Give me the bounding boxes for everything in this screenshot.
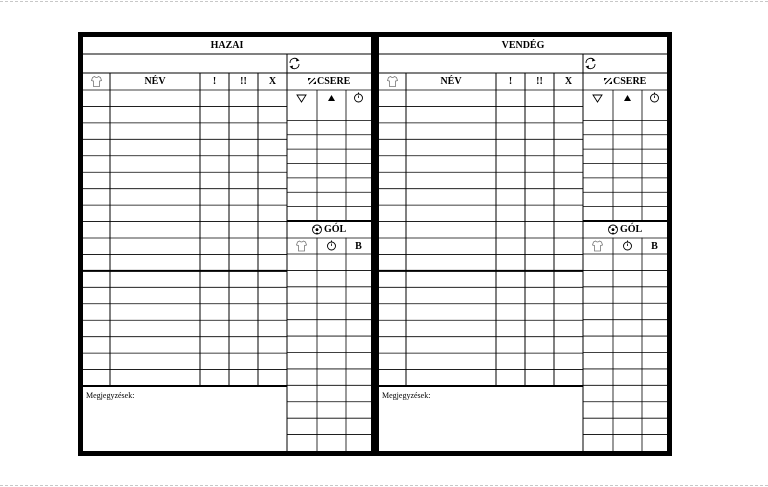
stopwatch-icon bbox=[355, 93, 363, 103]
notes-label: Megjegyzések: bbox=[382, 391, 431, 400]
substitutions-header: CSERE bbox=[613, 76, 647, 87]
away-team-panel bbox=[379, 37, 667, 451]
triangle-up-filled-icon bbox=[624, 95, 631, 101]
swap-arrows-icon bbox=[604, 78, 612, 84]
name-column-header: NÉV bbox=[440, 76, 462, 87]
goals-b-column-header: B bbox=[355, 241, 362, 252]
swap-arrows-icon bbox=[308, 78, 316, 84]
jersey-icon bbox=[388, 77, 398, 87]
jersey-icon bbox=[92, 77, 102, 87]
notes-label: Megjegyzések: bbox=[86, 391, 135, 400]
goals-header: GÓL bbox=[620, 224, 643, 235]
red-card-column-header: X bbox=[564, 76, 573, 87]
triangle-down-outline-icon bbox=[297, 95, 306, 102]
jersey-icon bbox=[297, 241, 307, 251]
away-team-title: VENDÉG bbox=[501, 40, 545, 51]
yellow-card-column-header: ! bbox=[508, 76, 513, 87]
stopwatch-icon bbox=[651, 93, 659, 103]
triangle-down-outline-icon bbox=[593, 95, 602, 102]
refresh-cycle-icon bbox=[290, 58, 300, 69]
substitutions-header: CSERE bbox=[317, 76, 351, 87]
stopwatch-icon bbox=[624, 241, 632, 251]
second-yellow-column-header: !! bbox=[240, 76, 247, 87]
home-team-panel bbox=[83, 37, 371, 451]
top-page-edge bbox=[0, 1, 768, 2]
second-yellow-column-header: !! bbox=[536, 76, 543, 87]
triangle-up-filled-icon bbox=[328, 95, 335, 101]
soccer-ball-icon bbox=[313, 225, 322, 235]
goals-header: GÓL bbox=[324, 224, 347, 235]
yellow-card-column-header: ! bbox=[212, 76, 217, 87]
stopwatch-icon bbox=[328, 241, 336, 251]
match-sheet bbox=[78, 32, 672, 456]
home-team-title: HAZAI bbox=[210, 40, 244, 51]
red-card-column-header: X bbox=[268, 76, 277, 87]
name-column-header: NÉV bbox=[144, 76, 166, 87]
soccer-ball-icon bbox=[609, 225, 618, 235]
jersey-icon bbox=[593, 241, 603, 251]
away-grid bbox=[379, 37, 667, 451]
home-grid bbox=[83, 37, 371, 451]
goals-b-column-header: B bbox=[651, 241, 658, 252]
bottom-page-edge bbox=[0, 485, 768, 486]
refresh-cycle-icon bbox=[586, 58, 596, 69]
